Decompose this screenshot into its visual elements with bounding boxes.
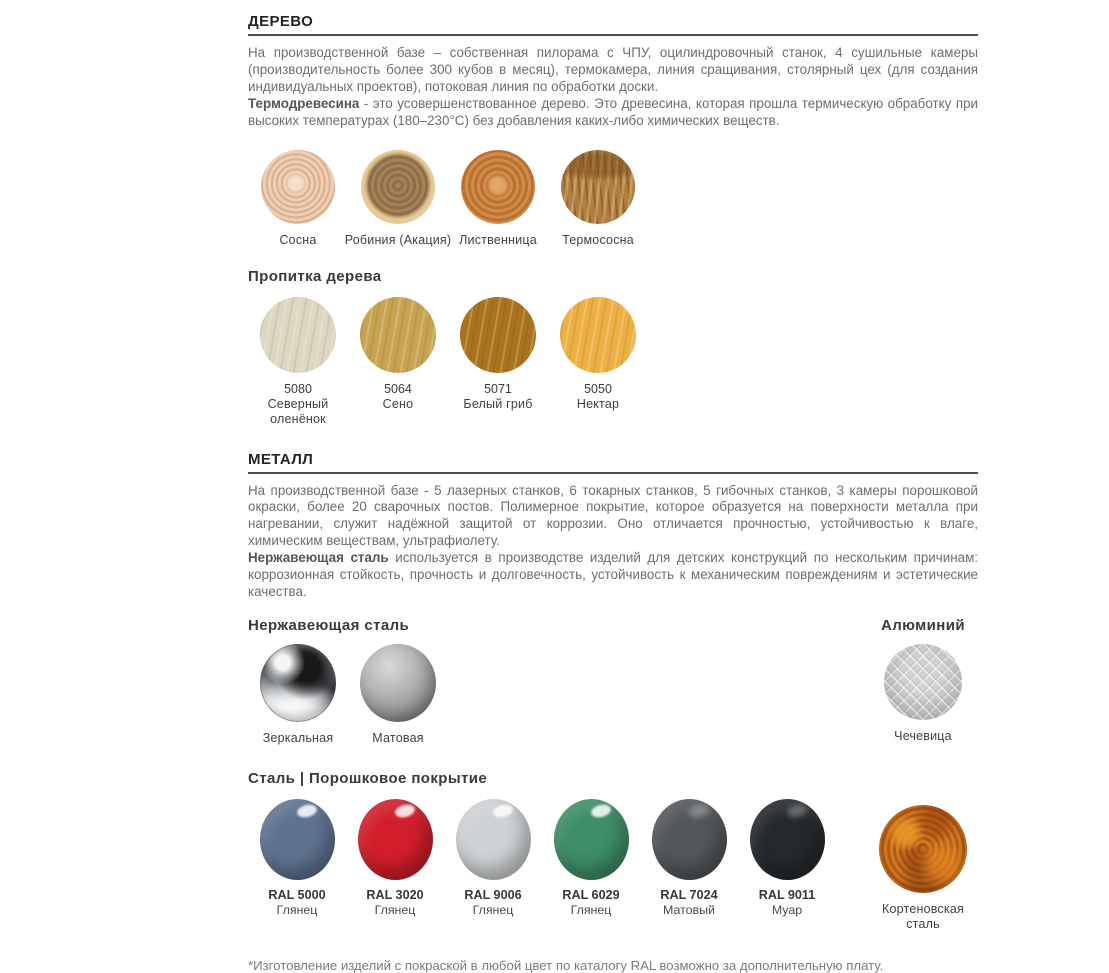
ral-color-ball — [750, 799, 825, 880]
matte-steel-ball-image — [360, 644, 436, 722]
stain-color-circle — [460, 297, 536, 373]
pine-slice-image — [261, 150, 335, 224]
stainless-block — [248, 617, 448, 746]
ral-code: RAL 9006 — [464, 887, 522, 902]
stainless-swatch-mirror — [248, 644, 348, 746]
wood-swatch-thermopine — [548, 150, 648, 248]
stain-swatch-5071 — [448, 297, 548, 412]
stain-code: 5071 — [484, 381, 512, 396]
stain-name: Сено — [382, 396, 414, 411]
wood-swatch-robinia — [344, 150, 452, 248]
aluminum-finish-label: Чечевица — [894, 728, 952, 743]
wood-swatch-larch — [448, 150, 548, 248]
stain-code: 5064 — [384, 381, 412, 396]
impregnation-swatch-row — [248, 297, 978, 427]
stainless-aluminum-row — [248, 617, 978, 746]
stain-name: Северный оленёнок — [267, 396, 329, 426]
ral-finish: Глянец — [276, 902, 318, 917]
stain-color-circle — [360, 297, 436, 373]
wood-swatch-label: Сосна — [279, 232, 317, 247]
metal-intro-paragraph: На производственной базе - 5 лазерных станков, 6 токарных станков, 5 гибочных станков, 3 камеры порошковой окраски, более 20 сварочных постов. Полимерное покрытие, которое образуется на поверхности металла при нагревании, служит надёжной защитой от коррозии. Оно отличается прочностью, устойчивостью к влаге, химическим веществам, ультрафиолету. — [248, 482, 978, 549]
stainless-finish-label: Зеркальная — [262, 730, 334, 745]
mirror-steel-ball-image — [260, 644, 336, 722]
stain-color-circle — [560, 297, 636, 373]
ral-color-ball — [456, 799, 531, 880]
ral-swatch-9006 — [444, 799, 542, 918]
wood-species-row — [248, 150, 978, 248]
ral-swatch-7024 — [640, 799, 738, 918]
ral-code: RAL 6029 — [562, 887, 620, 902]
corten-label: Кортеновская сталь — [882, 901, 964, 931]
ral-code: RAL 9011 — [758, 887, 816, 902]
metal-section-title: МЕТАЛЛ — [248, 450, 314, 468]
wood-swatch-label: Робиния (Акация) — [344, 232, 452, 247]
wood-section-divider — [248, 34, 978, 36]
wood-section-title: ДЕРЕВО — [248, 13, 314, 30]
thermowood-text: - это усовершенствованное дерево. Это древесина, которая прошла термическую обработку при высоких температурах (180–230°С) без добавления каких-либо химических веществ. — [248, 95, 978, 128]
thermowood-paragraph — [248, 96, 978, 130]
ral-swatch-5000 — [248, 799, 346, 918]
stainless-text: используется в производстве изделий для детских конструкций по нескольким причинам: коррозионная стойкость, прочность и долговечность, устойчивость к механическим повреждениям и эстетические качества. — [248, 550, 979, 599]
stain-swatch-5050 — [548, 297, 648, 412]
ral-code: RAL 5000 — [268, 887, 326, 902]
thermowood-term: Термодревесина — [248, 95, 360, 111]
stainless-paragraph — [248, 550, 978, 601]
wood-swatch-label: Лиственница — [459, 232, 537, 247]
ral-finish: Матовый — [663, 902, 715, 917]
thermopine-slice-image — [561, 150, 635, 224]
powder-corten-row — [248, 787, 978, 932]
ral-swatch-9011 — [738, 799, 836, 918]
diamond-plate-image — [884, 644, 962, 720]
stain-swatch-5064 — [348, 297, 448, 412]
robinia-slice-image — [361, 150, 435, 224]
wood-swatch-label: Термососна — [562, 232, 634, 247]
ral-swatch-6029 — [542, 799, 640, 918]
stainless-swatch-matte — [348, 644, 448, 746]
wood-section — [248, 13, 978, 427]
aluminum-swatch — [868, 644, 978, 744]
wood-intro-paragraph: На производственной базе – собственная пилорама с ЧПУ, оцилиндровочный станок, 4 сушильные камеры (производительность более 300 кубов в месяц), термокамера, линия сращивания, столярный цех (для создания индивидуальных проектов), потоковая линия по обработки доски. — [248, 45, 978, 94]
stain-name: Белый гриб — [463, 396, 533, 411]
larch-slice-image — [461, 150, 535, 224]
ral-finish: Глянец — [374, 902, 416, 917]
aluminum-title: Алюминий — [881, 616, 965, 634]
stainless-title: Нержавеющая сталь — [248, 616, 410, 634]
powder-coating-title: Сталь | Порошковое покрытие — [248, 769, 488, 787]
stain-code: 5080 — [284, 381, 312, 396]
ral-color-ball — [554, 799, 629, 880]
ral-finish: Глянец — [472, 902, 514, 917]
ral-footnote: *Изготовление изделий с покраской в любой цвет по каталогу RAL возможно за дополнительную плату. — [248, 957, 884, 973]
ral-code: RAL 3020 — [366, 887, 424, 902]
stainless-term: Нержавеющая сталь — [248, 550, 389, 566]
impregnation-title: Пропитка дерева — [248, 267, 382, 285]
stainless-finish-label: Матовая — [372, 730, 424, 745]
metal-section-divider — [248, 472, 978, 474]
stain-swatch-5080 — [248, 297, 348, 427]
metal-section — [248, 451, 978, 932]
stain-name: Нектар — [576, 396, 620, 411]
ral-color-ball — [652, 799, 727, 880]
ral-finish: Глянец — [570, 902, 612, 917]
wood-swatch-pine — [248, 150, 348, 248]
ral-code: RAL 7024 — [660, 887, 718, 902]
stain-code: 5050 — [584, 381, 612, 396]
ral-finish: Муар — [771, 902, 803, 917]
powder-swatch-row — [248, 799, 836, 918]
ral-color-ball — [260, 799, 335, 880]
ral-color-ball — [358, 799, 433, 880]
aluminum-block — [868, 617, 978, 744]
stain-color-circle — [260, 297, 336, 373]
catalog-page — [248, 13, 978, 973]
ral-swatch-3020 — [346, 799, 444, 918]
stainless-finish-row — [248, 644, 448, 746]
corten-swatch — [868, 805, 978, 932]
